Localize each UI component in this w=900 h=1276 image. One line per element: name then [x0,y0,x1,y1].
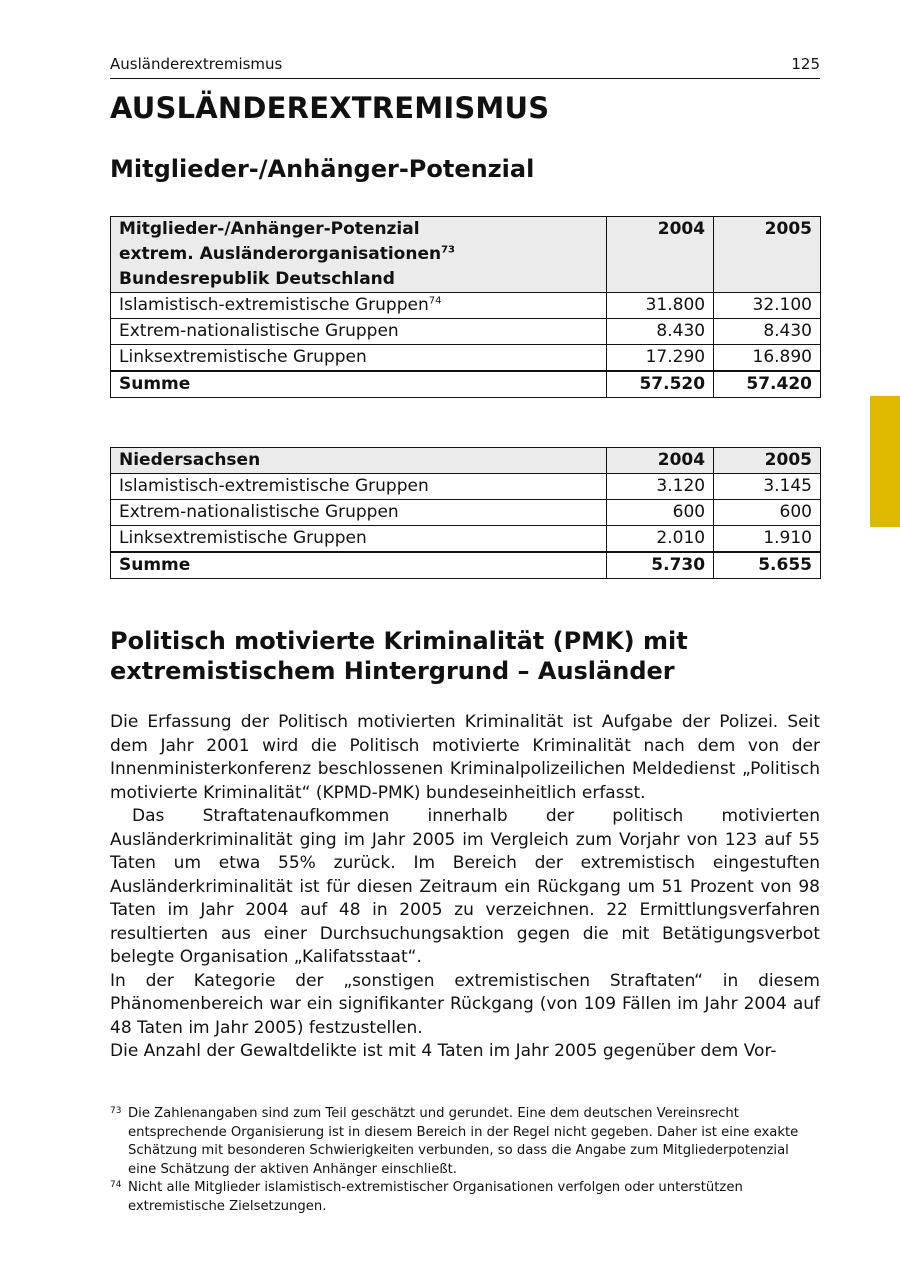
sum-2005: 57.420 [714,371,821,398]
sum-row [111,552,821,579]
paragraph: In der Kategorie der „sonstigen extremistischen Straftaten“ in diesem Phänomenbereich war ein signifikanter Rückgang (von 109 Fällen im Jahr 2004 auf 48 Taten im Jahr 2005) festzustellen. [110,970,820,1038]
section-title-pmk [110,626,820,686]
value-2004: 600 [607,500,714,526]
row-label: Linksextremistische Gruppen [111,345,607,372]
footnote-ref-74: 74 [428,295,442,307]
header-line-2-text: extrem. Ausländerorganisationen [119,244,442,264]
sum-2005: 5.655 [714,552,821,579]
footnote-number: 74 [110,1180,122,1190]
footnote-74 [110,1179,820,1216]
federal-potenzial-table [110,216,821,398]
sum-2004: 57.520 [607,371,714,398]
header-line-2 [119,242,598,267]
column-header-2005: 2005 [714,217,821,293]
lower-saxony-potenzial-table [110,447,821,579]
sum-row [111,371,821,398]
chapter-title: AUSLÄNDEREXTREMISMUS [110,91,550,125]
footnote-number: 73 [110,1106,122,1116]
column-header-2004: 2004 [607,448,714,474]
row-label [111,293,607,319]
section-title-line-2: extremistischem Hintergrund – Ausländer [110,657,675,685]
footnote-73 [110,1105,820,1179]
header-line-3: Bundesrepublik Deutschland [119,269,395,289]
body-text [110,711,820,1064]
table-header-label [111,217,607,293]
table-row [111,500,821,526]
page-number: 125 [791,55,820,73]
paragraph: Die Anzahl der Gewaltdelikte ist mit 4 Taten im Jahr 2005 gegenüber dem Vor- [110,1041,777,1061]
table-row [111,474,821,500]
row-label: Extrem-nationalistische Gruppen [111,500,607,526]
paragraph: Die Erfassung der Politisch motivierten Kriminalität ist Aufgabe der Polizei. Seit dem Jahr 2001 wird die Politisch motivierte Kriminalität nach dem von der Innenministerkonferenz beschlossenen Kriminalpolizeilichen Meldedienst „Politisch motivierte Kriminalität“ (KPMD-PMK) bundeseinheitlich erfasst. [110,712,820,803]
footnotes [110,1105,820,1216]
section-title-line-1: Politisch motivierte Kriminalität (PMK) mit [110,627,688,655]
column-header-2005: 2005 [714,448,821,474]
value-2005: 32.100 [714,293,821,319]
row-label: Extrem-nationalistische Gruppen [111,319,607,345]
sum-label: Summe [111,371,607,398]
footnote-text: Nicht alle Mitglieder islamistisch-extremistischer Organisationen verfolgen oder unterstützen extremistische Zielsetzungen. [128,1180,743,1214]
value-2004: 17.290 [607,345,714,372]
value-2004: 3.120 [607,474,714,500]
sum-label: Summe [111,552,607,579]
value-2005: 16.890 [714,345,821,372]
value-2005: 8.430 [714,319,821,345]
table-row [111,345,821,372]
footnote-text: Die Zahlenangaben sind zum Teil geschätzt und gerundet. Eine dem deutschen Vereinsrecht entsprechende Organisierung ist in diesem Bereich in der Regel nicht gegeben. Daher ist eine exakte Schätzung mit besonderen Schwierigkeiten verbunden, so dass die Angabe zum Mitgliederpotenzial eine Schätzung der aktiven Anhänger einschließt. [128,1106,799,1177]
value-2004: 2.010 [607,526,714,553]
running-head-title: Ausländerextremismus [110,55,283,73]
table-header-row [111,217,821,293]
value-2004: 8.430 [607,319,714,345]
footnote-ref-73: 73 [441,244,456,256]
value-2005: 3.145 [714,474,821,500]
value-2004: 31.800 [607,293,714,319]
table-header-label: Niedersachsen [111,448,607,474]
column-header-2004: 2004 [607,217,714,293]
value-2005: 600 [714,500,821,526]
running-head [110,54,820,79]
table-header-row [111,448,821,474]
chapter-tab-marker [870,396,900,527]
value-2005: 1.910 [714,526,821,553]
row-label: Linksextremistische Gruppen [111,526,607,553]
row-label-text: Islamistisch-extremistische Gruppen [119,295,429,315]
row-label: Islamistisch-extremistische Gruppen [111,474,607,500]
table-row [111,526,821,553]
header-line-1: Mitglieder-/Anhänger-Potenzial [119,219,420,239]
table-row [111,319,821,345]
table-row [111,293,821,319]
section-title-potenzial: Mitglieder-/Anhänger-Potenzial [110,155,535,183]
sum-2004: 5.730 [607,552,714,579]
paragraph: Das Straftatenaufkommen innerhalb der politisch motivierten Ausländerkriminalität ging im Jahr 2005 im Vergleich zum Vorjahr von 123 auf 55 Taten um etwa 55% zurück. Im Bereich der extremistisch eingestuften Ausländerkriminalität ist für diesen Zeitraum ein Rückgang um 51 Prozent von 98 Taten im Jahr 2004 auf 48 in 2005 zu verzeichnen. 22 Ermittlungsverfahren resultierten aus einer Durchsuchungsaktion gegen die mit Betätigungsverbot belegte Organisation „Kalifatsstaat“. [110,806,820,967]
